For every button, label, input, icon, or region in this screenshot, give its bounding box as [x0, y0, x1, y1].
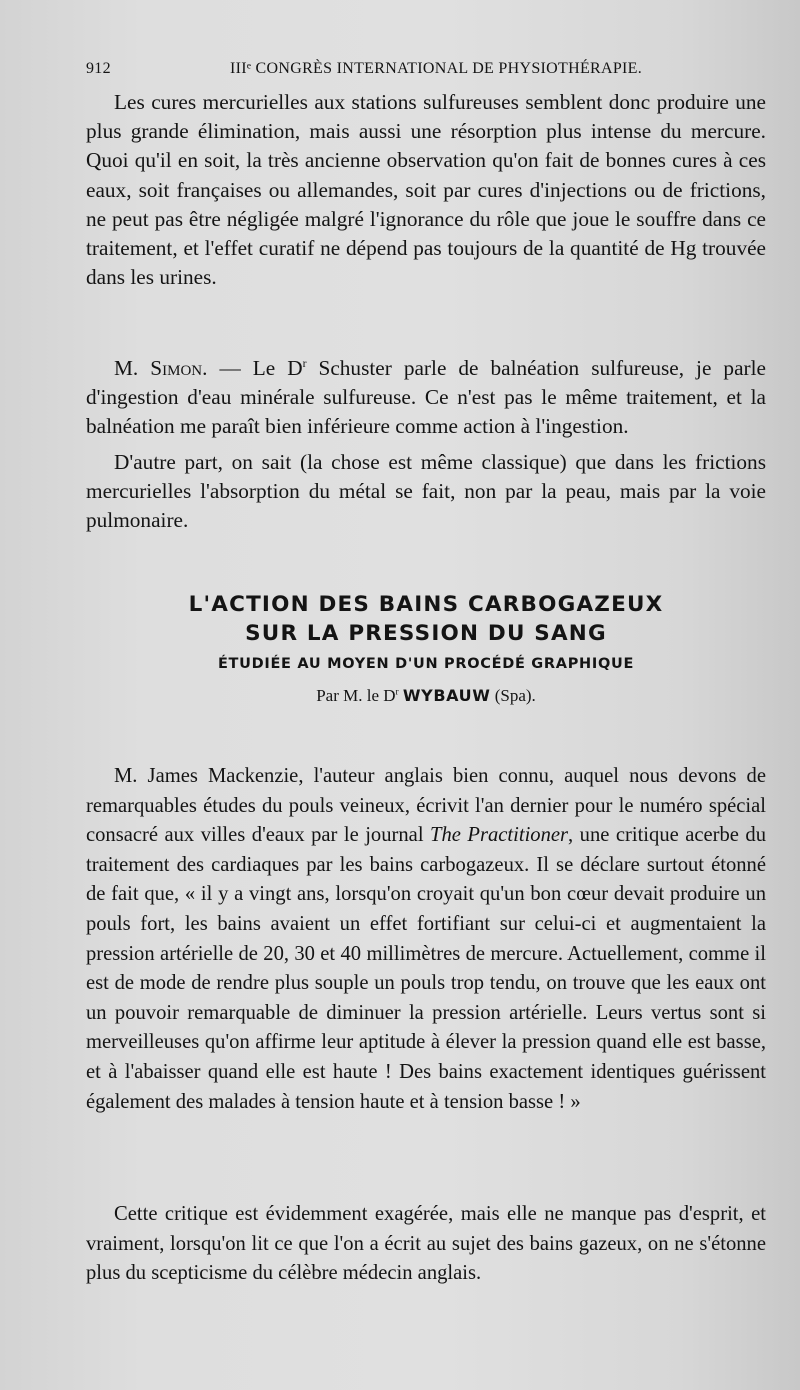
speaker-name: M. Simon. — [114, 356, 208, 380]
author-place: (Spa). — [494, 686, 536, 705]
mackenzie-text-start: M. James Mackenzie, l'auteur anglais bien connu, auquel nous devons de remarquables études du pouls veineux, écrivit l'an dernier pour le numéro spécial consacré aux villes d'eaux par le journal — [86, 765, 766, 847]
running-title: IIIᵉ CONGRÈS INTERNATIONAL DE PHYSIOTHÉRAPIE. — [229, 60, 643, 77]
article-subtitle: ÉTUDIÉE AU MOYEN D'UN PROCÉDÉ GRAPHIQUE — [217, 656, 635, 672]
paragraph-block-mackenzie — [86, 762, 766, 1117]
paragraph-critique-conclusion: Cette critique est évidemment exagérée, mais elle ne manque pas d'esprit, et vraiment, lorsqu'on lit ce que l'on a écrit au sujet des bains gazeux, on ne s'étonne plus du scepticisme du célèbre médecin anglais. — [86, 1203, 766, 1285]
paragraph-mackenzie-critique — [86, 762, 766, 1117]
byline-doctor-sup: r — [395, 687, 399, 698]
author-name: WYBAUW — [402, 686, 491, 705]
paragraph-block-simon — [86, 354, 766, 442]
running-header — [86, 60, 746, 78]
byline-prefix: Par M. le D — [316, 686, 396, 705]
paragraph-block-pulmonary — [86, 448, 766, 536]
simon-remark-text: Schuster parle de balnéation sulfureuse, je parle d'ingestion d'eau minérale sulfureuse. Ce n'est pas le même traitement, et la balnéation me paraît bien inférieure comme action à l'ingestion. — [86, 356, 766, 439]
doctor-abbrev-sup: r — [302, 356, 307, 370]
journal-title: The Practitioner — [430, 824, 569, 847]
article-title-line-1: L'ACTION DES BAINS CARBOGAZEUX — [188, 592, 664, 617]
mackenzie-text-end: , une critique acerbe du traitement des cardiaques par les bains carbogazeux. Il se déclare surtout étonné de fait que, « il y a vingt ans, lorsqu'on croyait qu'un bon cœur devait produire un pouls fort, les bains avaient un effet fortifiant sur celui-ci et augmentaient la pression artérielle de 20, 30 et 40 millimètres de mercure. Actuellement, comme il est de mode de rendre plus souple un pouls trop tendu, on trouve que les eaux ont un pouvoir remarquable de diminuer la pression artérielle. Leurs vertus sont si merveilleuses qu'on affirme leur aptitude à élever la pression quand elle est basse, et à l'abaisser quand elle est haute ! Des bains exactement identiques guérissent également des malades à tension haute et à tension basse ! » — [86, 824, 766, 1113]
article-byline — [86, 681, 766, 711]
paragraph-simon-remark — [86, 354, 766, 442]
article-title-line-2: SUR LA PRESSION DU SANG — [245, 621, 607, 646]
article-heading — [86, 590, 766, 711]
paragraph-pulmonary-absorption: D'autre part, on sait (la chose est même classique) que dans les frictions mercurielles l'absorption du métal se fait, non par la peau, mais par la voie pulmonaire. — [86, 450, 766, 533]
paragraph-block-mercury-cures — [86, 88, 766, 292]
page-number: 912 — [86, 60, 111, 77]
paragraph-mercury-cures: Les cures mercurielles aux stations sulfureuses semblent donc produire une plus grande élimination, mais aussi une résorption plus intense du mercure. Quoi qu'il en soit, la très ancienne observation qu'on fait de bonnes cures à ces eaux, soit françaises ou allemandes, soit par cures d'injections ou de frictions, ne peut pas être négligée malgré l'ignorance du rôle que joue le souffre dans ce traitement, et l'effet curatif ne dépend pas toujours de la quantité de Hg trouvée dans les urines. — [86, 90, 766, 290]
paragraph-block-conclusion — [86, 1200, 766, 1289]
speaker-dash: — Le D — [207, 356, 303, 380]
